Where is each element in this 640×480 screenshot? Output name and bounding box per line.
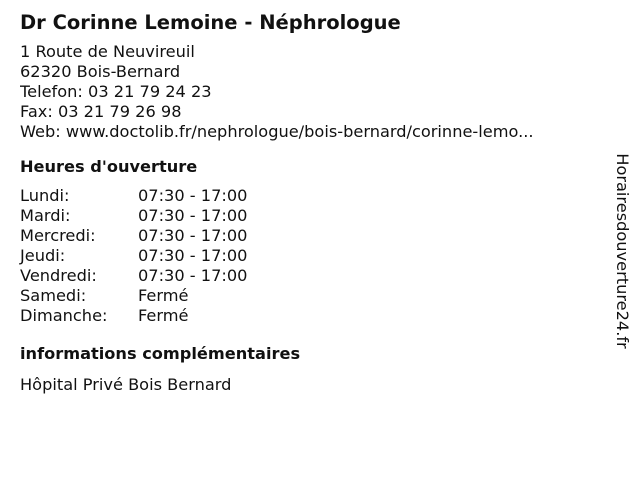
hours-table bbox=[20, 186, 595, 326]
day-label: Lundi: bbox=[20, 186, 70, 205]
web-label: Web: bbox=[20, 122, 61, 141]
extra-info-text: Hôpital Privé Bois Bernard bbox=[20, 375, 232, 394]
day-time: 07:30 - 17:00 bbox=[138, 226, 248, 245]
day-time: 07:30 - 17:00 bbox=[138, 246, 248, 265]
address-street: 1 Route de Neuvireuil bbox=[20, 42, 195, 61]
day-time: 07:30 - 17:00 bbox=[138, 206, 248, 225]
phone-line bbox=[20, 82, 595, 102]
hours-heading: Heures d'ouverture bbox=[20, 157, 198, 176]
day-label: Mercredi: bbox=[20, 226, 96, 245]
fax-line bbox=[20, 102, 595, 122]
hours-row-friday bbox=[20, 266, 595, 286]
site-watermark: Horairesdouverture24.fr bbox=[613, 153, 632, 349]
day-label: Jeudi: bbox=[20, 246, 66, 265]
day-label: Dimanche: bbox=[20, 306, 108, 325]
fax-label: Fax: bbox=[20, 102, 53, 121]
day-time: Fermé bbox=[138, 286, 189, 305]
address-city: 62320 Bois-Bernard bbox=[20, 62, 181, 81]
extra-info-heading: informations complémentaires bbox=[20, 344, 301, 363]
day-time: Fermé bbox=[138, 306, 189, 325]
hours-row-thursday bbox=[20, 246, 595, 266]
fax-number: 03 21 79 26 98 bbox=[57, 102, 182, 121]
business-card bbox=[20, 9, 595, 395]
phone-label: Telefon: bbox=[20, 82, 83, 101]
hours-row-monday bbox=[20, 186, 595, 206]
hours-row-tuesday bbox=[20, 206, 595, 226]
phone-number: 03 21 79 24 23 bbox=[88, 82, 212, 101]
hours-row-saturday bbox=[20, 286, 595, 306]
web-link[interactable]: www.doctolib.fr/nephrologue/bois-bernard/corinne-lemo... bbox=[65, 122, 534, 141]
day-label: Samedi: bbox=[20, 286, 87, 305]
web-line bbox=[20, 122, 595, 142]
day-time: 07:30 - 17:00 bbox=[138, 266, 248, 285]
day-label: Vendredi: bbox=[20, 266, 97, 285]
page-title: Dr Corinne Lemoine - Néphrologue bbox=[20, 11, 401, 34]
day-time: 07:30 - 17:00 bbox=[138, 186, 248, 205]
hours-row-wednesday bbox=[20, 226, 595, 246]
hours-row-sunday bbox=[20, 306, 595, 326]
day-label: Mardi: bbox=[20, 206, 71, 225]
